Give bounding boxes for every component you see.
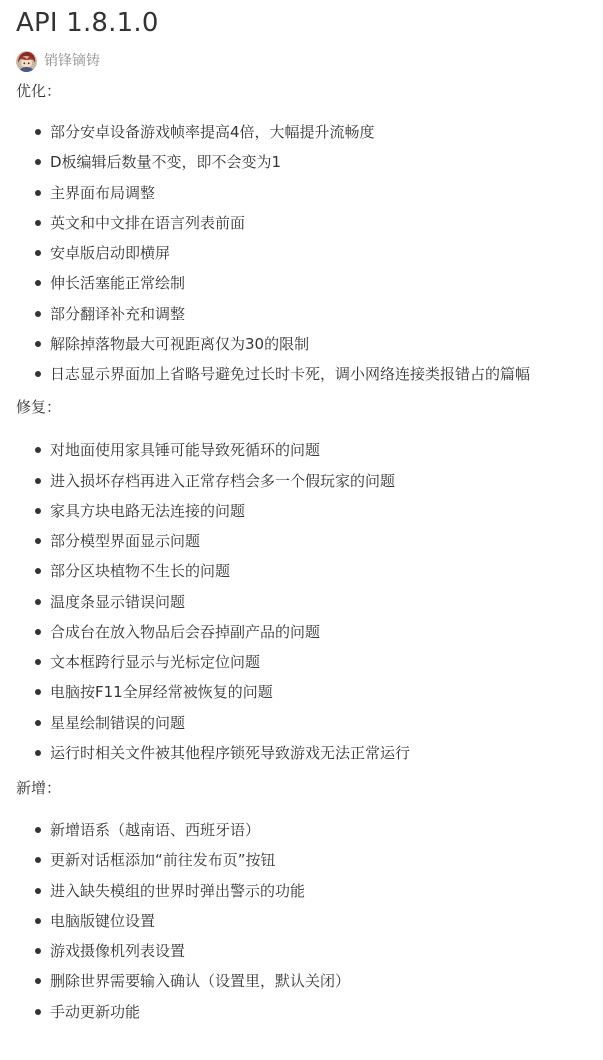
list-item-text: 主界面布局调整 — [50, 183, 156, 202]
list-item — [16, 183, 603, 213]
list-item-text: 部分区块植物不生长的问题 — [50, 562, 231, 581]
bullet-dot — [35, 508, 41, 514]
list-item — [16, 820, 603, 850]
list-item-text: 合成台在放入物品后会吞掉副产品的问题 — [50, 622, 321, 641]
list-item-text: 安卓版启动即横屏 — [50, 244, 171, 262]
list-item — [16, 304, 603, 334]
list-item-text: 文本框跨行显示与光标定位问题 — [50, 653, 261, 671]
bullet-dot — [35, 948, 41, 954]
bullet-dot — [35, 190, 41, 196]
list-item — [16, 971, 603, 1001]
bullet-dot — [35, 888, 41, 894]
list-item-text: 电脑按F11全屏经常被恢复的问题 — [50, 683, 273, 702]
list-item — [16, 911, 603, 941]
user-avatar-icon[interactable] — [16, 51, 37, 72]
list-item-text: 伸长活塞能正常绘制 — [50, 274, 186, 293]
bullet-dot — [35, 857, 41, 863]
list-item — [16, 152, 603, 182]
list-item-text: 温度条显示错误问题 — [50, 592, 186, 611]
list-item-text: 手动更新功能 — [50, 1002, 141, 1021]
section-heading-fixes: 修复： — [16, 398, 62, 417]
bullet-dot — [35, 341, 41, 347]
bullet-dot — [35, 659, 41, 665]
list-item-text: D板编辑后数量不变，即不会变为1 — [50, 153, 282, 172]
list-item — [16, 440, 603, 470]
fixes-list — [16, 440, 603, 773]
bullet-dot — [35, 371, 41, 377]
bullet-dot — [35, 129, 41, 135]
list-item-text: 解除掉落物最大可视距离仅为30的限制 — [50, 334, 310, 353]
page-title: API 1.8.1.0 — [16, 8, 159, 38]
bullet-dot — [35, 689, 41, 695]
bullet-dot — [35, 827, 41, 833]
avatar-graphic — [16, 51, 37, 72]
bullet-dot — [35, 447, 41, 453]
list-item — [16, 1002, 603, 1032]
list-item-text: 更新对话框添加“前往发布页”按钮 — [50, 851, 276, 870]
list-item — [16, 501, 603, 531]
bullet-dot — [35, 918, 41, 924]
bullet-dot — [35, 311, 41, 317]
list-item-text: 星星绘制错误的问题 — [50, 713, 186, 732]
list-item-text: 家具方块电路无法连接的问题 — [50, 501, 246, 520]
list-item — [16, 682, 603, 712]
author-name-link[interactable]: 销锋镝铸 — [44, 53, 100, 69]
list-item-text: 对地面使用家具锤可能导致死循环的问题 — [50, 441, 321, 460]
list-item-text: 英文和中文排在语言列表前面 — [50, 213, 246, 232]
list-item — [16, 652, 603, 682]
list-item-text: 删除世界需要输入确认（设置里，默认关闭） — [50, 972, 351, 991]
bullet-dot — [35, 978, 41, 984]
list-item — [16, 364, 603, 394]
bullet-dot — [35, 629, 41, 635]
list-item — [16, 622, 603, 652]
list-item — [16, 531, 603, 561]
bullet-dot — [35, 599, 41, 605]
list-item — [16, 334, 603, 364]
list-item — [16, 941, 603, 971]
list-item-text: 运行时相关文件被其他程序锁死导致游戏无法正常运行 — [50, 743, 411, 762]
list-item — [16, 243, 603, 273]
author-row — [16, 49, 603, 73]
bullet-dot — [35, 280, 41, 286]
bullet-dot — [35, 750, 41, 756]
list-item — [16, 743, 603, 773]
bullet-dot — [35, 478, 41, 484]
section-heading-optimizations: 优化： — [16, 82, 62, 100]
list-item — [16, 592, 603, 622]
list-item-text: 部分翻译补充和调整 — [50, 304, 186, 323]
new-features-list — [16, 820, 603, 1032]
section-heading-new-features: 新增： — [16, 779, 62, 797]
list-item — [16, 273, 603, 303]
list-item-text: 部分模型界面显示问题 — [50, 532, 201, 550]
list-item — [16, 471, 603, 501]
list-item — [16, 850, 603, 880]
optimizations-list — [16, 122, 603, 394]
list-item-text: 日志显示界面加上省略号避免过长时卡死，调小网络连接类报错占的篇幅 — [50, 365, 531, 383]
list-item — [16, 881, 603, 911]
list-item-text: 电脑版键位设置 — [50, 911, 156, 930]
bullet-dot — [35, 538, 41, 544]
bullet-dot — [35, 720, 41, 726]
list-item — [16, 122, 603, 152]
bullet-dot — [35, 220, 41, 226]
list-item-text: 进入损坏存档再进入正常存档会多一个假玩家的问题 — [50, 471, 396, 490]
bullet-dot — [35, 1009, 41, 1015]
list-item-text: 游戏摄像机列表设置 — [50, 942, 186, 960]
bullet-dot — [35, 250, 41, 256]
list-item-text: 部分安卓设备游戏帧率提高4倍，大幅提升流畅度 — [50, 123, 375, 141]
list-item — [16, 561, 603, 591]
list-item — [16, 213, 603, 243]
list-item — [16, 713, 603, 743]
bullet-dot — [35, 159, 41, 165]
list-item-text: 新增语系（越南语、西班牙语） — [50, 821, 261, 839]
bullet-dot — [35, 568, 41, 574]
list-item-text: 进入缺失模组的世界时弹出警示的功能 — [50, 881, 306, 900]
